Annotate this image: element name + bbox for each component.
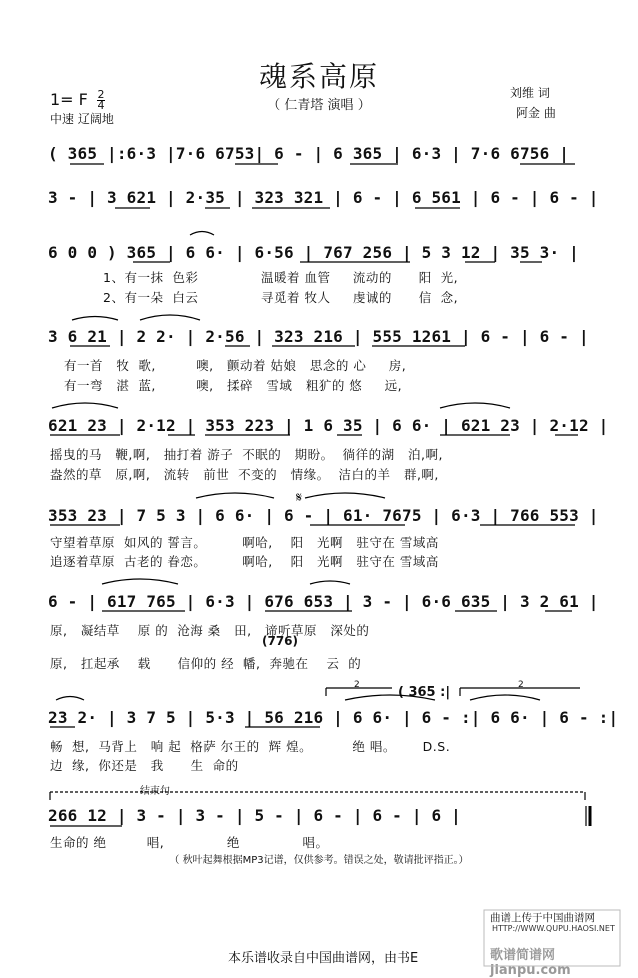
volta-2-number: 2 xyxy=(518,680,524,690)
lyricist-credit: 刘维 词 xyxy=(510,86,550,100)
ending-label: 结束句 xyxy=(140,786,170,797)
lyrics-line-8-verse-2: 边 缘, 你还是 我 生 命的 xyxy=(50,758,239,773)
lyrics-line-9: 生命的 绝 唱, 绝 唱。 xyxy=(50,835,329,850)
score-line-8: 23 2· | 3 7 5 | 5·3 | 56 216 | 6 6· | 6 - :| 6 6· | 6 - :| xyxy=(48,708,619,727)
transcription-note: （ 秋叶起舞根据MP3记谱，仅供参考。错误之处，敬请批评指正。） xyxy=(169,855,469,866)
lyrics-line-6-verse-1: 守望着草原 如风的 誓言。 啊哈, 阳 光啊 驻守在 雪域高 xyxy=(50,535,439,550)
score-line-2: 3 - | 3 621 | 2·35 | 323 321 | 6 - | 6 561 | 6 - | 6 - | xyxy=(48,188,599,207)
lyrics-line-7-verse-2: 原, 扛起承 载 信仰的 经 幡, 奔驰在 云 的 xyxy=(50,656,362,671)
lyrics-line-4-verse-1: 有一首 牧 歌, 噢, 颤动着 姑娘 思念的 心 房, xyxy=(64,358,407,373)
lyrics-line-4-verse-2: 有一弯 湛 蓝, 噢, 揉碎 雪域 粗犷的 悠 远, xyxy=(64,378,403,393)
score-line-5: 621 23 | 2·12 | 353 223 | 1 6 35 | 6 6· | 621 23 | 2·12 | xyxy=(48,416,609,435)
singer-credit: （ 仁青塔 演唱 ） xyxy=(267,98,371,113)
score-line-9: 266 12 | 3 - | 3 - | 5 - | 6 - | 6 - | 6 | xyxy=(48,806,461,825)
composer-credit: 阿金 曲 xyxy=(516,106,556,120)
score-line-7: 6 - | 617 765 | 6·3 | 676 653 | 3 - | 6·6 635 | 3 2 61 | xyxy=(48,592,599,611)
volta-1-number: 2 xyxy=(354,680,360,690)
score-line-4: 3 6 21 | 2 2· | 2·56 | 323 216 | 555 1261 | 6 - | 6 - | xyxy=(48,327,589,346)
footer-text: 本乐谱收录自中国曲谱网，由书Ε xyxy=(228,951,419,966)
stamp-line-2: HTTP://WWW.QUPU.HAOSI.NET xyxy=(492,924,615,933)
stamp-line-3: 歌谱简谱网 jianpu.com xyxy=(490,948,571,978)
song-title: 魂系高原 xyxy=(258,60,379,93)
lyrics-line-5-verse-2: 盎然的草 原,啊, 流转 前世 不变的 情缘。 洁白的羊 群,啊, xyxy=(50,467,439,482)
lyrics-line-7-verse-1: 原, 凝结草 原 的 沧海 桑 田, 谛听草原 深处的 xyxy=(50,623,370,638)
lyrics-line-8-verse-1: 畅 想, 马背上 响 起 格萨 尔王的 辉 煌。 绝 唱。 D.S. xyxy=(50,739,451,754)
time-sig-bottom: 4 xyxy=(97,99,105,112)
lyrics-line-6-verse-2: 追逐着草原 古老的 眷恋。 啊哈, 阳 光啊 驻守在 雪域高 xyxy=(50,554,439,569)
score-line-6: 353 23 | 7 5 3 | 6 6· | 6 - | 61· 7675 | 6·3 | 766 553 | xyxy=(48,506,599,525)
time-sig-top: 2 xyxy=(97,88,105,101)
alternate-notes: (776) xyxy=(262,634,299,648)
segno-sign: 𝄋 xyxy=(296,490,303,506)
score-line-1: ( 365 |:6·3 |7·6 6753| 6 - | 6 365 | 6·3 | 7·6 6756 | xyxy=(48,144,570,163)
repeat-notes: ( 365 :| xyxy=(398,685,451,700)
stamp-line-1: 曲谱上传于中国曲谱网 xyxy=(490,912,595,924)
lyrics-line-3-verse-1: 1、有一抹 色彩 温暖着 血管 流动的 阳 光, xyxy=(103,270,459,285)
tempo-marking: 中速 辽阔地 xyxy=(50,112,114,126)
key-label: 1= F xyxy=(50,90,88,109)
lyrics-line-5-verse-1: 摇曳的马 鞭,啊, 抽打着 游子 不眠的 期盼。 徜徉的湖 泊,啊, xyxy=(50,447,443,462)
lyrics-line-3-verse-2: 2、有一朵 白云 寻觅着 牧人 虔诚的 信 念, xyxy=(103,290,459,305)
score-line-3: 6 0 0 ) 365 | 6 6· | 6·56 | 767 256 | 5 3 12 | 35 3· | xyxy=(48,243,579,262)
